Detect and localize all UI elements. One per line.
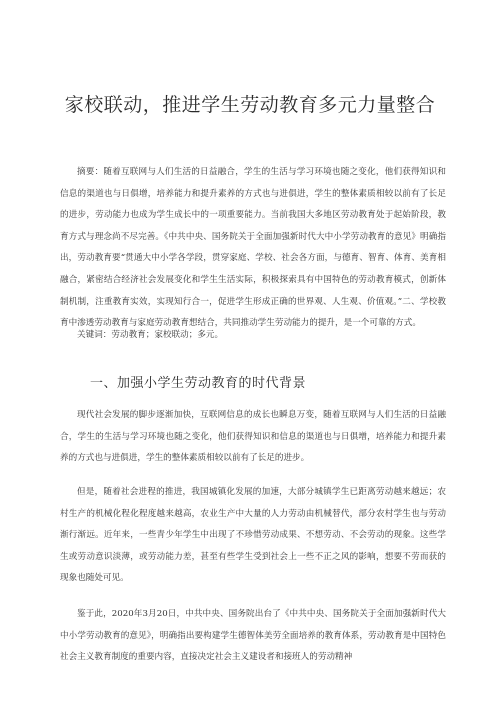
document-title: 家校联动，推进学生劳动教育多元力量整合 <box>64 94 436 116</box>
section-heading: 一、加强小学生劳动教育的时代背景 <box>90 376 307 391</box>
body-paragraph-2: 但是，随着社会进程的推进，我国城镇化发展的加速，大部分城镇学生已距离劳动越来越远；农村生产的机械化程化程度越来越高，农业生产中大量的人力劳动由机械替代，部分农村学生也与劳动渐行渐远。近年来，一些青少年学生中出现了不珍惜劳动成果、不想劳动、不会劳动的现象。这些学生或劳动意识淡薄，或劳动能力差，甚至有些学生受到社会上一些不正之风的影响，想要不劳而获的现象也随处可见。 <box>60 487 446 584</box>
body-paragraph-1: 现代社会发展的脚步逐渐加快，互联网信息的成长也瞬息万变，随着互联网与人们生活的日益融合，学生的生活与学习环境也随之变化，他们获得知识和信息的渠道也与日俱增，培养能力和提升素养的方式也与进俱进，学生的整体素质相较以前有了长足的进步。 <box>60 410 446 464</box>
body-paragraph-3: 鉴于此，2020年3月20日，中共中央、国务院出台了《中共中央、国务院关于全面加强新时代大中小学劳动教育的意见》，明确指出要构建学生德智体美劳全面培养的教育体系，劳动教育是中国特色社会主义教育制度的重要内容，直接决定社会主义建设者和接班人的劳动精神 <box>60 609 446 663</box>
abstract-paragraph: 摘要：随着互联网与人们生活的日益融合，学生的生活与学习环境也随之变化，他们获得知识和信息的渠道也与日俱增，培养能力和提升素养的方式也与进俱进，学生的整体素质相较以前有了长足的进步，劳动能力也成为学生成长中的一项重要能力。当前我国大多地区劳动教育处于起始阶段，教育方式与理念尚不尽完善。《中共中央、国务院关于全面加强新时代大中小学劳动教育的意见》明确指出，劳动教育要“贯通大中小学各学段，贯穿家庭、学校、社会各方面，与德育、智育、体育、美育相融合，紧密结合经济社会发展变化和学生生活实际，积极探索具有中国特色的劳动教育模式，创新体制机制，注重教育实效，实现知行合一，促进学生形成正确的世界观、人生观、价值观。”二、学校教育中渗透劳动教育与家庭劳动教育想结合，共同推动学生劳动能力的提升，是一个可靠的方式。 <box>60 167 446 329</box>
keywords-line: 关键词：劳动教育；家校联动；多元。 <box>77 330 224 340</box>
